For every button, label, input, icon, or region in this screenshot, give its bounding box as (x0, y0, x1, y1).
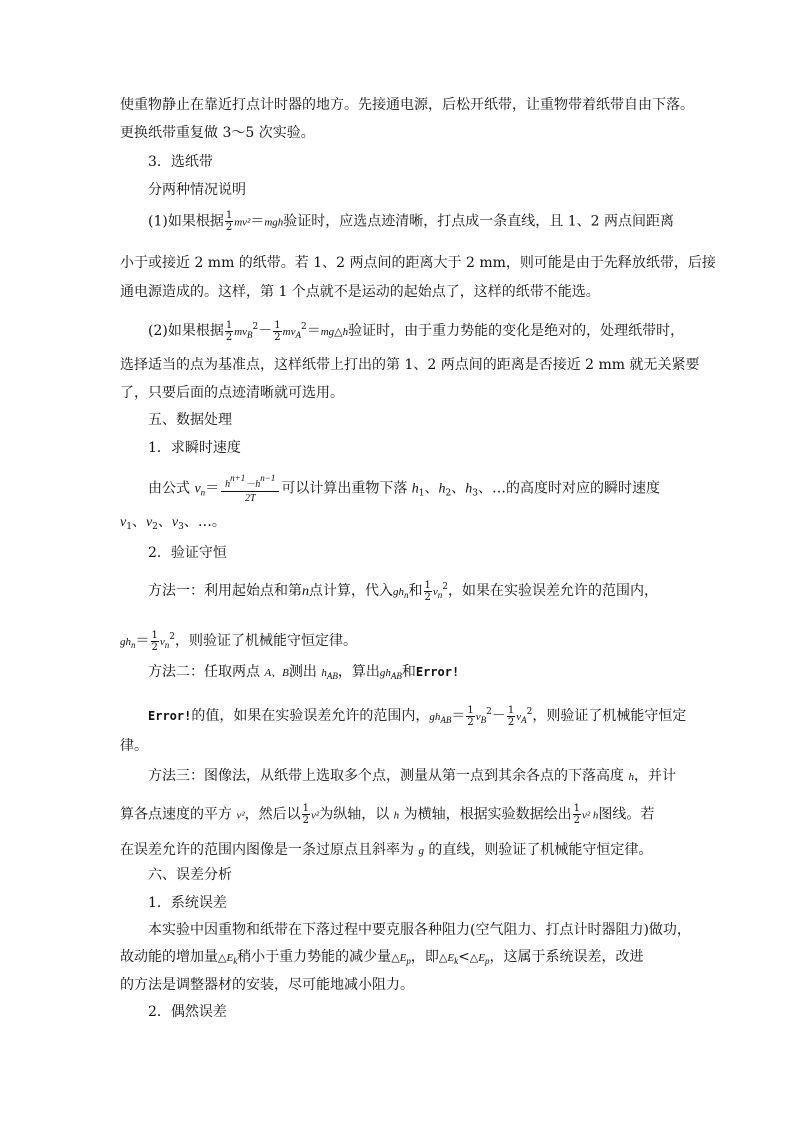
section-heading: 1．求瞬时速度 (148, 440, 241, 456)
text-line-formula: Error!的值，如果在实验误差允许的范围内，$gh_{AB}=$ $\frac{1}{2}$ $v_B^2-$ $\frac{1}{2}$ $v_A^2$，则验证了机械能守恒定 (148, 704, 687, 728)
numerator: 1 (507, 704, 515, 716)
subscript: 2 (445, 488, 452, 499)
denominator: 2 (225, 222, 233, 233)
math-term: mg△h (320, 326, 349, 338)
math-term: v (145, 515, 153, 530)
text-fragment: 方法一：利用起始点和第 (148, 583, 302, 599)
denominator: 2 (274, 331, 281, 343)
text-line: 了，只要后面的点迹清晰就可选用。 (120, 385, 344, 401)
math-term: v (475, 711, 481, 723)
fraction (273, 320, 281, 343)
subscript: k (233, 956, 238, 966)
text-fragment: 为纵轴，以 (319, 806, 390, 823)
text-fragment: 点计算，代入 (309, 583, 393, 599)
math-term: mgh (264, 216, 284, 229)
text-fragment: 的值，如果在实验误差允许的范围内， (191, 708, 430, 724)
denominator: 2 (573, 815, 580, 826)
math-term: gh (379, 667, 391, 679)
subscript: 1 (418, 488, 425, 499)
text-fragment: 在误差允许的范围内图像是一条过原点且斜率为 (120, 842, 414, 858)
text-fragment: 验证时，应选点迹清晰，打点成一条直线，且 1、2 两点间距离 (283, 213, 675, 230)
numerator: 1 (225, 319, 233, 331)
denominator: 2 (507, 716, 515, 728)
math-term: g (418, 845, 424, 857)
fraction (225, 210, 233, 233)
text-fragment: ，然后以 (244, 806, 301, 823)
denominator: 2T (244, 493, 256, 504)
math-term: v (171, 515, 179, 530)
math-term: h (438, 481, 446, 497)
text-fragment: ，这属于系统误差，改进 (489, 949, 644, 965)
text-fragment: 和 (408, 583, 423, 599)
math-term: v² h (581, 809, 599, 822)
subscript: n (437, 590, 443, 600)
fraction (573, 803, 581, 826)
text-line-formula (148, 663, 459, 685)
error-text: Error! (415, 665, 460, 679)
text-fragment: 、…的高度时对应的瞬时速度 (477, 480, 660, 497)
text-line-formula (120, 803, 654, 826)
math-term: △E (391, 952, 407, 964)
text-fragment: ，算出 (337, 664, 380, 680)
numerator: 1 (467, 704, 474, 716)
text-fragment: (1)如果根据 (148, 213, 224, 230)
text-line-formula: $v_1$、$v_2$、$v_3$、…。 (120, 514, 226, 532)
fraction (151, 630, 159, 653)
fraction (221, 472, 279, 505)
math-term: v (194, 481, 201, 497)
text-fragment: 的直线，则验证了机械能守恒定律。 (428, 842, 653, 858)
text-fragment: － (491, 708, 506, 724)
text-line: 的方法是调整器材的安装，尽可能地减小阻力。 (120, 977, 414, 993)
subscript: n (404, 590, 409, 600)
text-fragment: 、…。 (183, 514, 226, 530)
text-line: 律。 (120, 738, 148, 754)
subscript: k (454, 956, 459, 966)
math-term: v (432, 586, 438, 598)
math-term: h (321, 667, 327, 679)
math-term: mv² (234, 216, 251, 229)
text-fragment: ，并计 (633, 768, 676, 784)
subscript: p (484, 956, 490, 966)
fraction (302, 803, 310, 826)
subscript: 2 (152, 522, 158, 532)
section-heading: 3．选纸带 (148, 154, 213, 170)
math-term: h (465, 481, 473, 497)
text-fragment: 、 (451, 480, 466, 497)
numerator: 1 (302, 803, 310, 814)
numerator: 1 (151, 629, 158, 641)
text-line-formula (148, 210, 674, 233)
subscript: p (406, 956, 411, 966)
text-line: 小于或接近 2 mm 的纸带。若 1、2 两点间的距离大于 2 mm，则可能是由于先释放纸带，后接 (120, 255, 716, 271)
text-line-formula: $gh_n=$ $\frac{1}{2}$ $v_n^2$，则验证了机械能守恒定律。 (120, 629, 357, 653)
text-fragment: ＝ (135, 633, 150, 649)
numerator: 1 (573, 803, 580, 814)
subscript: 1 (126, 522, 132, 532)
text-fragment: 为横轴，根据实验数据绘出 (403, 806, 572, 823)
math-term: h (393, 809, 400, 822)
denominator: 2 (467, 716, 474, 728)
text-fragment: 测出 (288, 664, 317, 680)
math-term: △E (469, 952, 485, 964)
section-heading: 2．验证守恒 (148, 545, 227, 561)
subscript: A (521, 715, 527, 725)
denominator: 2 (225, 331, 233, 343)
text-line-formula (120, 841, 652, 860)
numerator: 1 (225, 210, 233, 221)
text-fragment: ，如果在实验误差允许的范围内， (448, 583, 658, 599)
text-fragment: ＝ (451, 708, 466, 724)
text-fragment: 方法二：任取两点 (148, 664, 260, 680)
subscript: B (247, 330, 253, 340)
math-term: A、B (264, 667, 289, 679)
text-line-formula: (2)如果根据 $\frac{1}{2}$ $mv_B^2-$ $\frac{1}{2}$ $mv_A^2=mg\triangle h$验证时，由于重力势能的变化是绝对的，处理纸带时， (148, 319, 685, 343)
text-fragment: (2)如果根据 (148, 323, 224, 339)
text-line: 更换纸带重复做 3～5 次实验。 (120, 125, 315, 141)
text-fragment: 稍小于重力势能的减少量 (237, 949, 392, 965)
error-text: Error! (148, 709, 192, 723)
fraction (424, 580, 432, 603)
subscript: AB (440, 715, 452, 725)
math-term: mv (282, 326, 296, 338)
math-term: gh (429, 711, 441, 723)
math-term: v (159, 636, 165, 648)
section-heading: 五、数据处理 (148, 412, 232, 428)
text-line-formula (148, 767, 676, 786)
math-term: △E (218, 952, 234, 964)
text-line-formula (120, 948, 643, 970)
text-line: 分两种情况说明 (148, 182, 246, 198)
math-term: h (411, 481, 419, 497)
text-fragment: ＝ (205, 480, 220, 497)
text-fragment: 图线。若 (598, 806, 655, 823)
text-fragment: 、 (424, 480, 439, 497)
section-heading: 六、误差分析 (148, 867, 232, 883)
text-fragment: 和 (401, 664, 416, 680)
text-fragment: 由公式 (148, 480, 190, 497)
text-fragment: ，即 (410, 949, 439, 965)
math-term: v² (311, 809, 320, 822)
numerator: 1 (424, 579, 431, 591)
fraction (507, 705, 515, 728)
text-line: 通电源造成的。这样，第 1 个点就不是运动的起始点了，这样的纸带不能选。 (120, 284, 600, 300)
text-fragment: － (258, 323, 273, 339)
denominator: 2 (424, 591, 431, 603)
math-term: mv (234, 326, 248, 338)
text-fragment: 方法三：图像法，从纸带上选取多个点，测量从第一点到其余各点的下落高度 (148, 768, 624, 784)
math-term: gh (120, 636, 131, 648)
denominator: 2 (302, 815, 310, 826)
subscript: AB (390, 671, 402, 681)
text-line: 使重物静止在靠近打点计时器的地方。先接通电源，后松开纸带，让重物带着纸带自由下落。 (120, 97, 694, 113)
subscript: 3 (178, 522, 184, 532)
math-term: gh (393, 586, 404, 598)
text-line-formula: 方法一：利用起始点和第n点计算，代入$gh_n$和 $\frac{1}{2}$ $v_n^2$，如果在实验误差允许的范围内， (148, 579, 658, 603)
section-heading: 1．系统误差 (148, 895, 227, 911)
math-term: v² (236, 809, 245, 822)
subscript: AB (326, 671, 338, 681)
fraction (225, 320, 233, 343)
math-term: n (302, 584, 309, 599)
fraction (466, 705, 474, 728)
math-term: h (628, 771, 634, 783)
subscript: n (200, 487, 206, 498)
text-line: 本实验中因重物和纸带在下落过程中要克服各种阻力(空气阻力、打点计时器阻力)做功， (148, 922, 691, 938)
text-line: 选择适当的点为基准点，这样纸带上打出的第 1、2 两点间的距离是否接近 2 mm 就无关紧要 (120, 357, 700, 373)
numerator: hn+1－hn−1 (221, 472, 279, 492)
math-term: v (516, 711, 522, 723)
denominator: 2 (151, 641, 158, 653)
subscript: A (295, 330, 301, 340)
text-fragment: 故动能的增加量 (120, 949, 218, 965)
subscript: n (131, 640, 136, 650)
text-line-formula (148, 472, 660, 505)
section-heading: 2．偶然误差 (148, 1004, 227, 1020)
math-term: v (120, 515, 127, 530)
text-fragment: 可以计算出重物下落 (281, 480, 408, 497)
text-fragment: 验证时，由于重力势能的变化是绝对的，处理纸带时， (348, 323, 685, 339)
subscript: 3 (472, 488, 478, 499)
subscript: B (480, 715, 487, 725)
numerator: 1 (274, 319, 281, 331)
math-term: △E (438, 952, 455, 964)
text-fragment: ，则验证了机械能守恒定 (532, 708, 687, 724)
text-fragment: ，则验证了机械能守恒定律。 (175, 633, 357, 649)
text-fragment: ＝ (306, 323, 321, 339)
math-operator: < (458, 949, 470, 965)
text-fragment: 算各点速度的平方 (120, 806, 232, 823)
text-fragment: ＝ (250, 213, 265, 230)
subscript: n (164, 640, 170, 650)
